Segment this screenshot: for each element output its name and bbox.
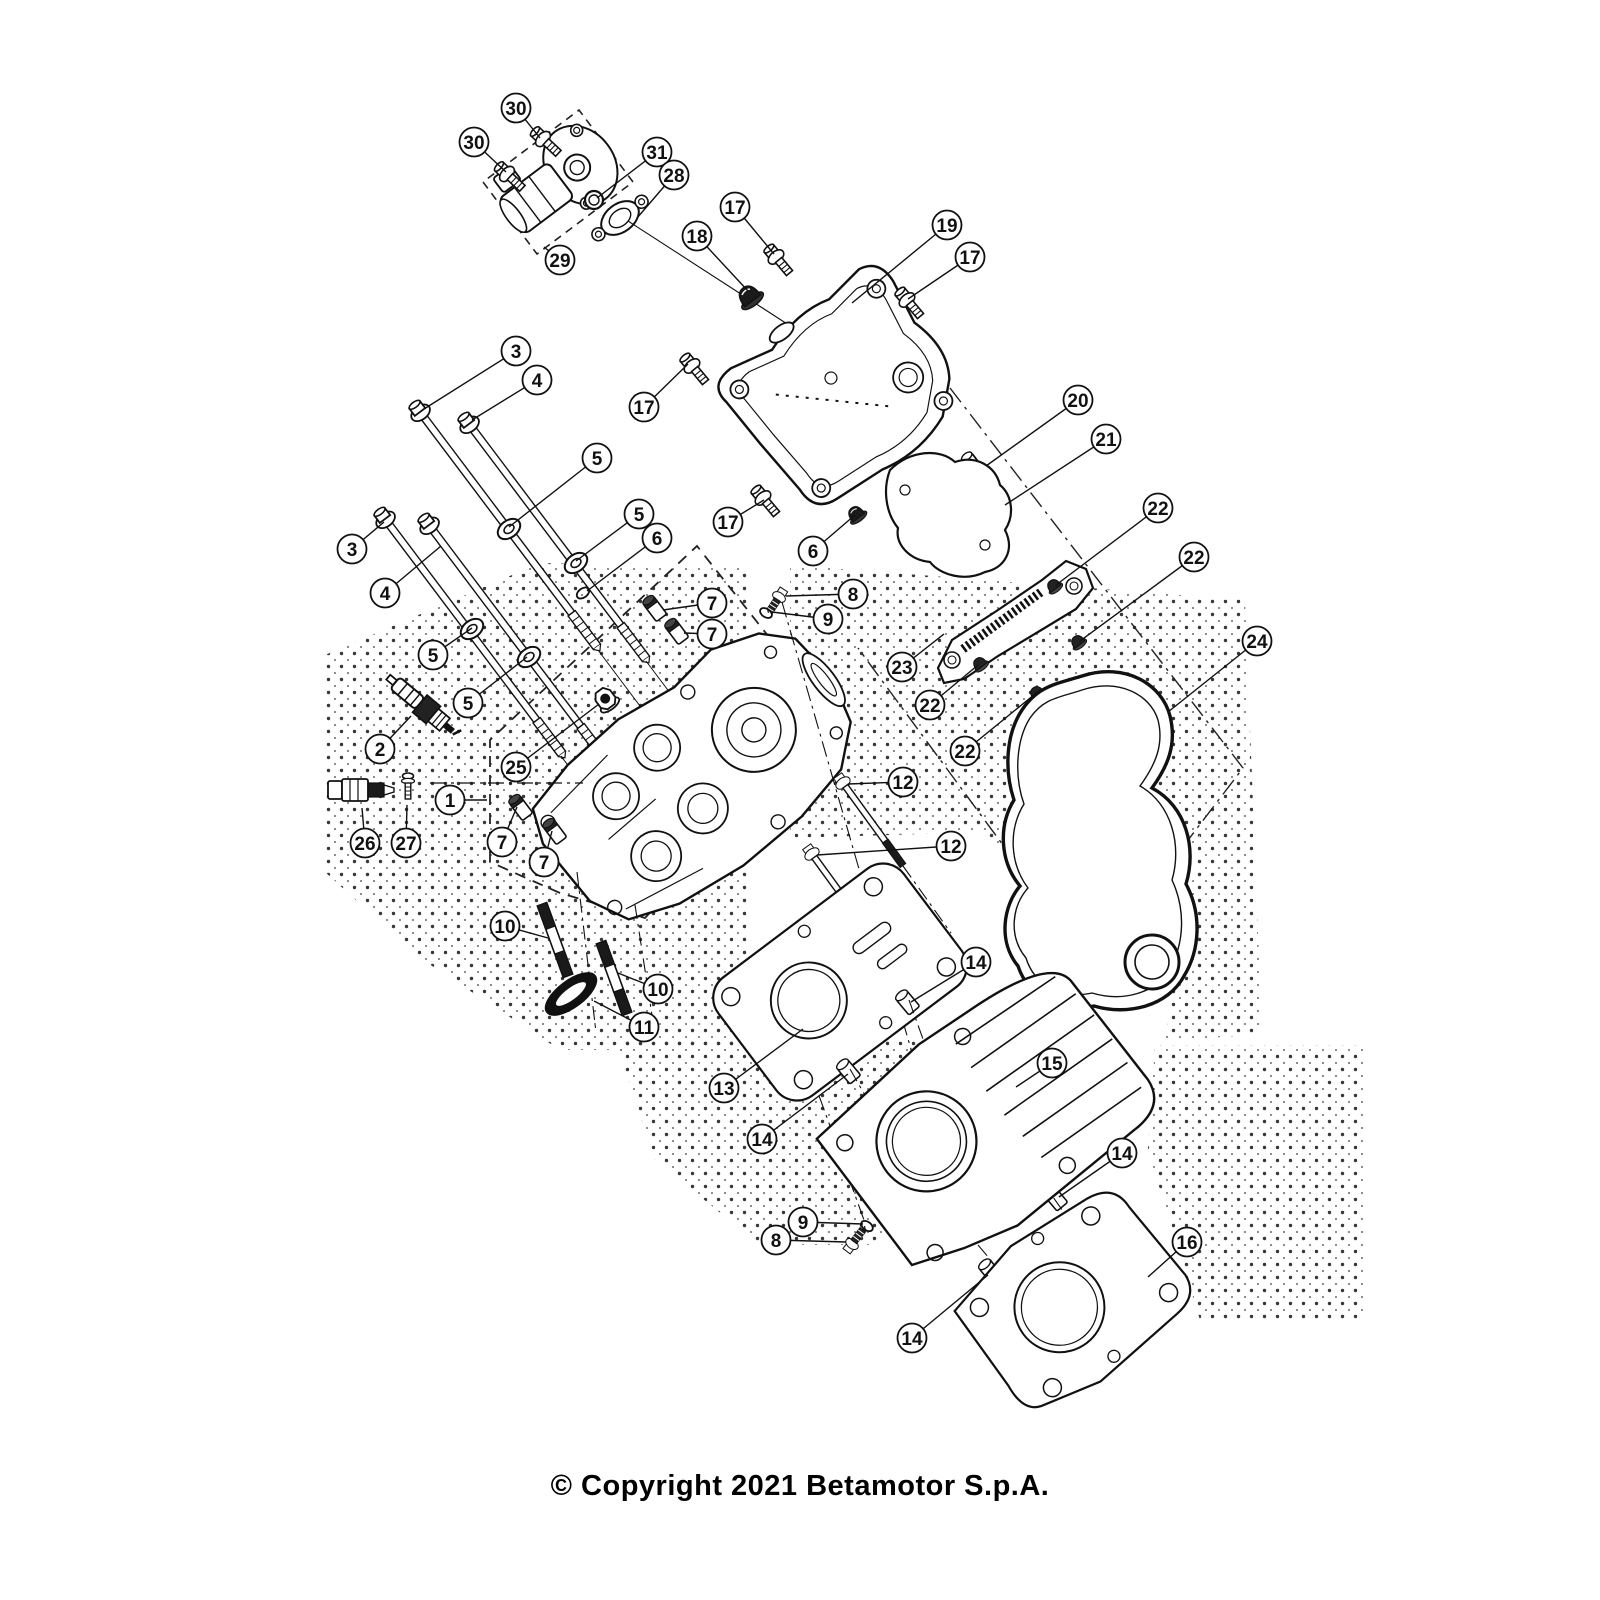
svg-text:3: 3 <box>346 539 358 561</box>
svg-text:14: 14 <box>751 1129 773 1151</box>
callout-17 <box>630 364 689 422</box>
svg-text:22: 22 <box>1147 498 1169 520</box>
svg-text:15: 15 <box>1041 1053 1063 1075</box>
svg-text:12: 12 <box>940 836 962 858</box>
svg-text:19: 19 <box>936 215 958 237</box>
svg-text:29: 29 <box>549 250 571 272</box>
svg-text:4: 4 <box>531 370 543 392</box>
svg-text:7: 7 <box>538 852 550 874</box>
svg-text:7: 7 <box>496 832 508 854</box>
svg-text:10: 10 <box>647 979 669 1001</box>
svg-text:17: 17 <box>717 512 739 534</box>
callout-3 <box>338 522 385 564</box>
svg-text:7: 7 <box>706 593 718 615</box>
svg-text:16: 16 <box>1176 1232 1198 1254</box>
svg-text:6: 6 <box>807 541 819 563</box>
svg-text:22: 22 <box>954 741 976 763</box>
svg-text:4: 4 <box>379 583 391 605</box>
cover-grommet <box>844 502 869 526</box>
svg-text:28: 28 <box>663 165 685 187</box>
svg-text:12: 12 <box>892 772 914 794</box>
svg-text:5: 5 <box>462 693 474 715</box>
svg-text:13: 13 <box>713 1078 735 1100</box>
o-ring-31 <box>585 191 603 209</box>
axis-line <box>628 221 812 340</box>
svg-text:31: 31 <box>646 142 668 164</box>
callout-5 <box>576 500 654 562</box>
svg-text:17: 17 <box>724 197 746 219</box>
svg-text:5: 5 <box>633 504 645 526</box>
svg-text:20: 20 <box>1067 390 1089 412</box>
svg-text:8: 8 <box>770 1230 782 1252</box>
callout-28 <box>637 161 689 219</box>
svg-text:8: 8 <box>847 584 859 606</box>
svg-text:21: 21 <box>1095 429 1117 451</box>
callout-5 <box>509 444 612 528</box>
callout-6 <box>799 515 856 566</box>
svg-text:17: 17 <box>633 397 655 419</box>
svg-text:7: 7 <box>706 624 718 646</box>
svg-text:5: 5 <box>427 645 439 667</box>
callout-18 <box>683 222 749 292</box>
cover-bolt <box>676 350 712 388</box>
svg-text:26: 26 <box>354 833 376 855</box>
svg-text:22: 22 <box>919 695 941 717</box>
svg-text:6: 6 <box>651 528 663 550</box>
callout-21 <box>1005 425 1121 506</box>
svg-text:3: 3 <box>510 341 522 363</box>
cover-bolt <box>747 482 783 520</box>
svg-text:1: 1 <box>444 790 456 812</box>
callout-29 <box>544 246 575 275</box>
callout-22 <box>1056 494 1173 586</box>
svg-text:23: 23 <box>891 657 913 679</box>
svg-text:14: 14 <box>1111 1143 1133 1165</box>
svg-text:14: 14 <box>965 952 987 974</box>
svg-text:25: 25 <box>505 757 527 779</box>
svg-text:24: 24 <box>1246 631 1268 653</box>
svg-text:18: 18 <box>686 226 708 248</box>
callout-3 <box>424 337 531 410</box>
callout-17 <box>721 193 775 255</box>
svg-text:17: 17 <box>959 247 981 269</box>
cover-bolt <box>760 241 796 279</box>
callout-17 <box>714 500 765 537</box>
svg-text:22: 22 <box>1183 547 1205 569</box>
cover-gasket-21 <box>886 453 1011 577</box>
callout-4 <box>472 366 552 421</box>
callout-30 <box>502 94 541 139</box>
svg-text:10: 10 <box>494 916 516 938</box>
svg-text:9: 9 <box>822 609 834 631</box>
callout-17 <box>908 243 985 300</box>
svg-text:30: 30 <box>463 132 485 154</box>
svg-text:30: 30 <box>505 98 527 120</box>
cover-grommet <box>733 280 766 312</box>
callout-20 <box>986 386 1093 467</box>
svg-text:9: 9 <box>797 1212 809 1234</box>
svg-text:14: 14 <box>901 1328 923 1350</box>
svg-text:2: 2 <box>374 739 386 761</box>
callout-30 <box>460 128 507 173</box>
copyright-text: © Copyright 2021 Betamotor S.p.A. <box>550 1470 1050 1502</box>
chain-cover-gasket <box>1003 672 1197 1010</box>
svg-text:11: 11 <box>633 1017 655 1039</box>
svg-text:27: 27 <box>395 833 417 855</box>
svg-text:5: 5 <box>591 448 603 470</box>
